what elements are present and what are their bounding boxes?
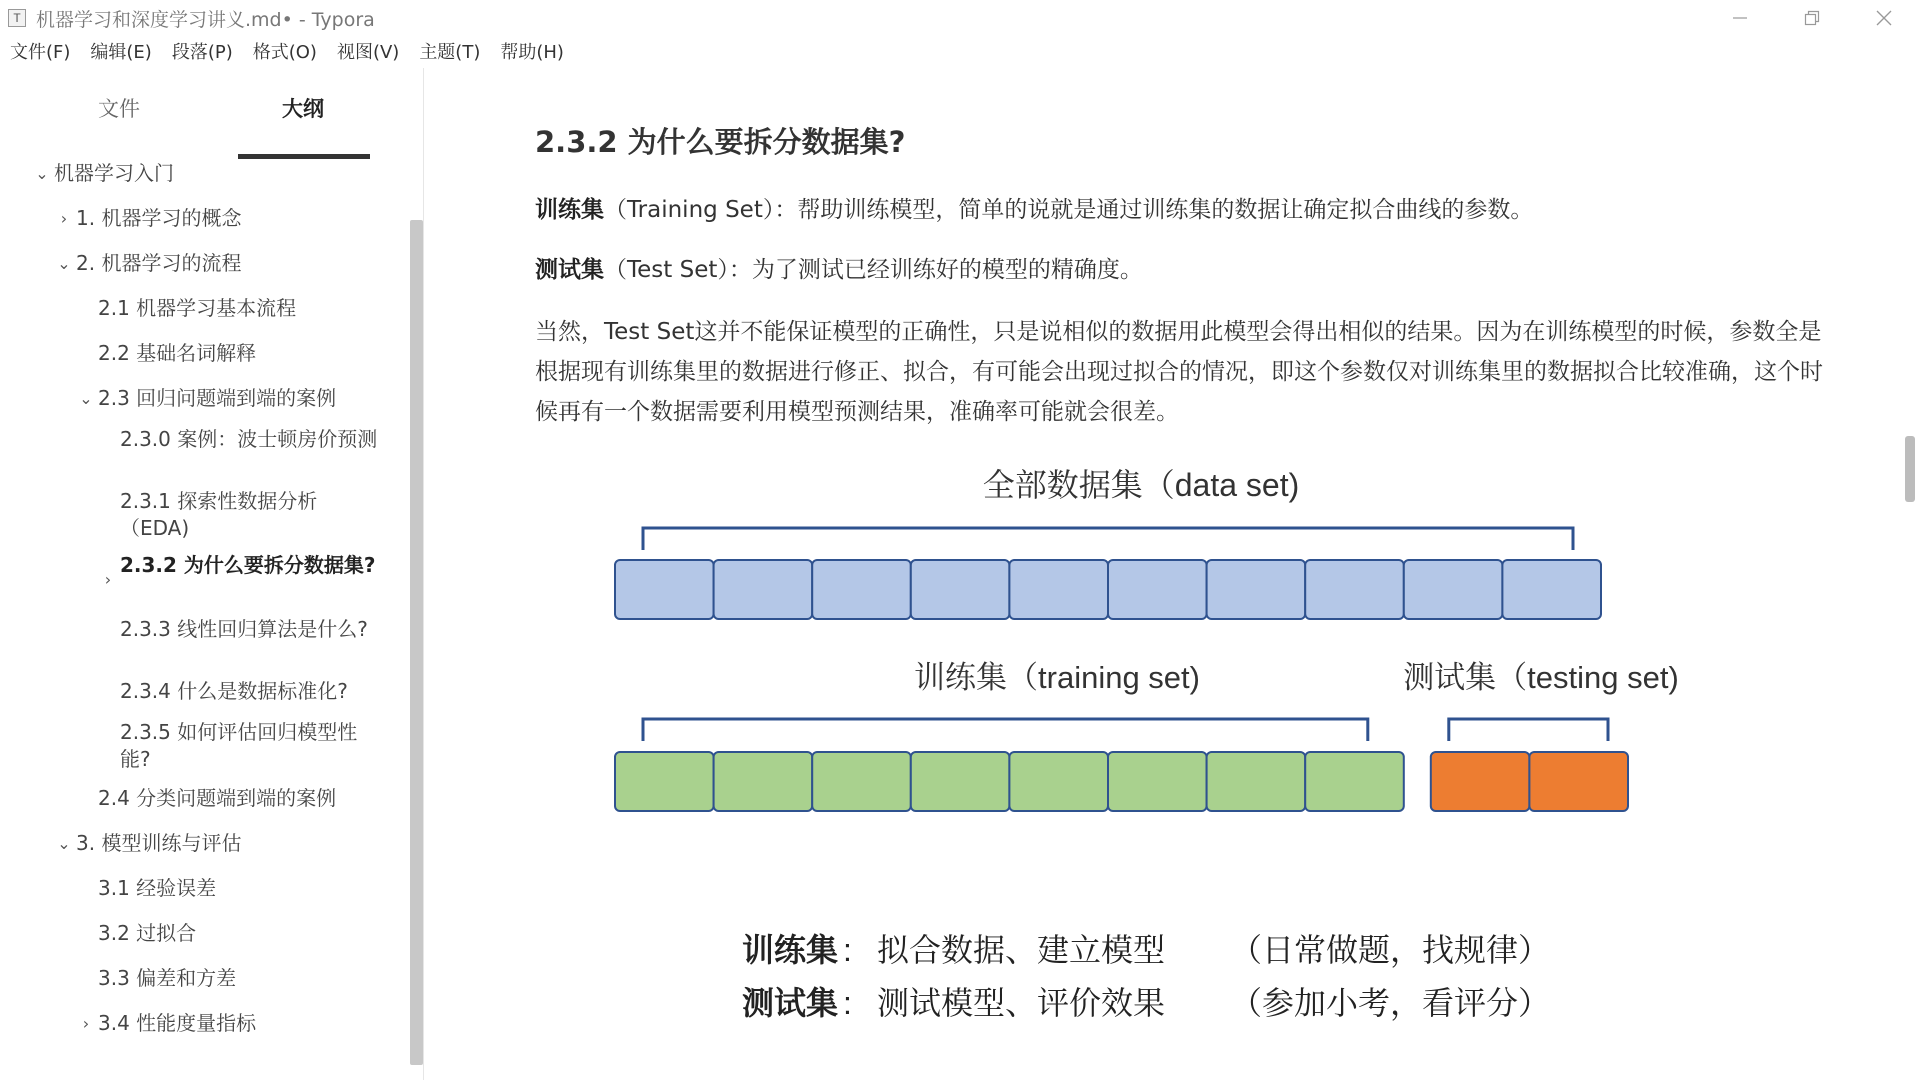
restore-button[interactable] — [1776, 0, 1848, 36]
paragraph-text: （Training Set）：帮助训练模型，简单的说就是通过训练集的数据让确定拟合曲线的参数。 — [604, 197, 1534, 223]
outline-item[interactable] — [120, 426, 380, 453]
summary-term-training: 训练集 — [742, 932, 839, 968]
testing-block — [1431, 752, 1530, 811]
dataset-block — [1404, 560, 1503, 619]
editor-content[interactable] — [425, 68, 1920, 1080]
testing-set-label: 测试集（testing set) — [1403, 660, 1679, 695]
dataset-block — [714, 560, 813, 619]
menu-theme[interactable]: 主题(T) — [419, 42, 481, 63]
outline-item[interactable] — [82, 1010, 384, 1037]
outline-item[interactable] — [57, 250, 384, 277]
summary-term-testing: 测试集 — [742, 985, 839, 1021]
training-block — [1305, 752, 1404, 811]
outline-item-label: 3.2 过拟合 — [98, 921, 197, 945]
tab-files[interactable]: 文件 — [98, 97, 140, 121]
outline-item[interactable] — [98, 340, 384, 367]
outline-item-label: 2.3.5 如何评估回归模型性能? — [120, 720, 358, 771]
training-set-label: 训练集（training set) — [914, 660, 1200, 695]
dataset-block — [615, 560, 714, 619]
dataset-split-figure — [425, 68, 1920, 1080]
summary-desc-testing: 测试模型、评价效果 — [877, 985, 1166, 1021]
chevron-right-icon[interactable]: › — [60, 209, 68, 228]
outline-item-label: 机器学习入门 — [54, 161, 174, 185]
menu-format[interactable]: 格式(O) — [252, 42, 317, 63]
outline-item-label: 3. 模型训练与评估 — [76, 831, 242, 855]
section-heading: 2.3.2 为什么要拆分数据集? — [535, 125, 906, 159]
title-bar — [0, 0, 1920, 36]
menu-paragraph[interactable]: 段落(P) — [171, 42, 233, 63]
outline-item-label: 2.3.0 案例：波士顿房价预测 — [120, 427, 378, 451]
menu-file[interactable]: 文件(F) — [10, 42, 71, 63]
training-block — [1207, 752, 1306, 811]
chevron-down-icon[interactable]: ⌄ — [57, 834, 71, 853]
close-icon — [1876, 10, 1892, 26]
training-block — [615, 752, 714, 811]
training-block — [812, 752, 911, 811]
summary-desc-training: 拟合数据、建立模型 — [877, 932, 1166, 968]
dataset-block — [911, 560, 1010, 619]
term-test-set: 测试集 — [535, 257, 604, 283]
outline-item-label: 3.1 经验误差 — [98, 876, 217, 900]
testing-set-blocks — [1431, 752, 1628, 811]
menu-edit[interactable]: 编辑(E) — [90, 42, 152, 63]
summary-note-testing: （参加小考，看评分） — [1230, 985, 1551, 1021]
minimize-icon — [1732, 10, 1748, 26]
outline-item[interactable] — [98, 875, 384, 902]
typora-logo-icon: T — [8, 9, 26, 27]
chevron-right-icon[interactable]: › — [82, 1014, 90, 1033]
outline-item[interactable] — [57, 830, 384, 857]
outline-item[interactable] — [98, 920, 384, 947]
outline-item[interactable] — [120, 488, 380, 542]
outline-item-label: 2.1 机器学习基本流程 — [98, 296, 297, 320]
outline-item[interactable] — [120, 719, 380, 773]
outline-item-label: 2. 机器学习的流程 — [76, 251, 242, 275]
tab-outline[interactable]: 大纲 — [282, 97, 324, 121]
paragraph-text: （Test Set）：为了测试已经训练好的模型的精确度。 — [604, 257, 1143, 283]
window-title: 机器学习和深度学习讲义.md• - Typora — [36, 8, 375, 31]
outline-item-label: 3.4 性能度量指标 — [98, 1011, 257, 1035]
sidebar — [0, 68, 424, 1080]
outline-item-label: 2.3.1 探索性数据分析（EDA) — [120, 489, 318, 540]
outline-item-label: 2.3.2 为什么要拆分数据集? — [120, 553, 376, 577]
testing-set-bracket — [1449, 719, 1608, 741]
outline-item[interactable] — [120, 616, 380, 643]
restore-icon — [1804, 10, 1820, 26]
close-button[interactable] — [1848, 0, 1920, 36]
dataset-block — [1009, 560, 1108, 619]
chevron-down-icon[interactable]: ⌄ — [79, 389, 93, 408]
outline-item-label: 2.4 分类问题端到端的案例 — [98, 786, 337, 810]
dataset-block — [1305, 560, 1404, 619]
sidebar-tabs — [0, 92, 400, 142]
outline-item[interactable] — [120, 678, 380, 705]
term-training-set: 训练集 — [535, 197, 604, 223]
training-block — [1108, 752, 1207, 811]
chevron-right-icon[interactable]: › — [104, 570, 112, 589]
training-block — [714, 752, 813, 811]
outline-item[interactable] — [98, 965, 384, 992]
outline-item-label: 2.2 基础名词解释 — [98, 341, 257, 365]
sidebar-scrollbar[interactable] — [410, 220, 423, 1065]
full-dataset-bracket — [643, 528, 1573, 550]
outline-item-active[interactable] — [104, 552, 380, 589]
editor-scrollbar-thumb[interactable] — [1905, 436, 1915, 502]
training-set-bracket — [643, 719, 1368, 741]
menu-help[interactable]: 帮助(H) — [500, 42, 564, 63]
full-dataset-blocks — [615, 560, 1601, 619]
dataset-block — [1108, 560, 1207, 619]
outline-item-label: 2.3.4 什么是数据标准化? — [120, 679, 348, 703]
menu-bar — [0, 38, 574, 68]
training-set-blocks — [615, 752, 1404, 811]
outline-item-label: 2.3 回归问题端到端的案例 — [98, 386, 337, 410]
summary-note-training: （日常做题，找规律） — [1230, 932, 1551, 968]
outline-item[interactable] — [60, 205, 384, 232]
outline-item[interactable] — [35, 160, 384, 187]
chevron-down-icon[interactable]: ⌄ — [35, 164, 49, 183]
dataset-block — [1207, 560, 1306, 619]
chevron-down-icon[interactable]: ⌄ — [57, 254, 71, 273]
summary-colon: : — [843, 932, 852, 968]
training-block — [911, 752, 1010, 811]
summary-colon: : — [843, 985, 852, 1021]
minimize-button[interactable] — [1704, 0, 1776, 36]
active-tab-indicator — [238, 154, 370, 159]
outline-item-label: 3.3 偏差和方差 — [98, 966, 237, 990]
outline-item-label: 1. 机器学习的概念 — [76, 206, 242, 230]
full-dataset-label: 全部数据集（data set) — [982, 467, 1300, 503]
outline-item[interactable] — [79, 385, 384, 412]
paragraph-explanation: 当然，Test Set这并不能保证模型的正确性，只是说相似的数据用此模型会得出相似的结果。因为在训练模型的时候，参数全是根据现有训练集里的数据进行修正、拟合，有可能会出现过拟合的情况，即这个参数仅对训练集里的数据拟合比较准确，这个时候再有一个数据需要利用模型预测结果，准确率可能就会很差。 — [535, 319, 1823, 425]
outline-item-label: 2.3.3 线性回归算法是什么? — [120, 617, 368, 641]
window-controls — [1704, 0, 1920, 36]
outline-item[interactable] — [98, 295, 384, 322]
menu-view[interactable]: 视图(V) — [336, 42, 400, 63]
training-block — [1009, 752, 1108, 811]
testing-block — [1529, 752, 1628, 811]
dataset-block — [1502, 560, 1601, 619]
outline-item[interactable] — [98, 785, 384, 812]
dataset-block — [812, 560, 911, 619]
